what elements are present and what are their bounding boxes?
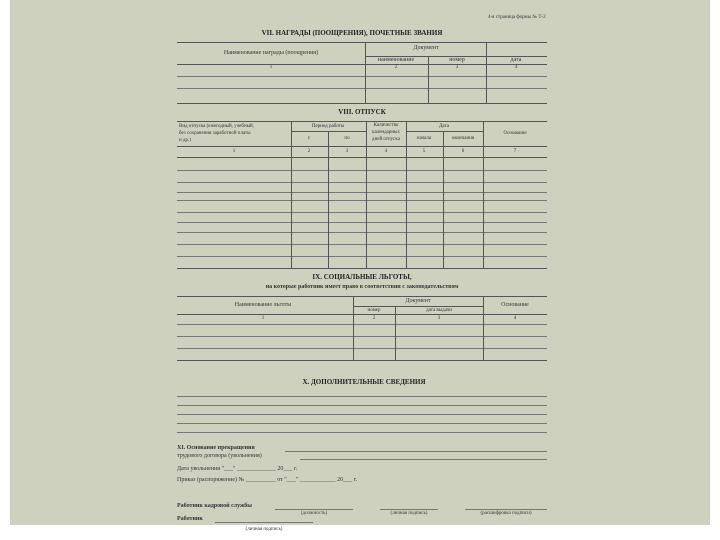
vacation-title: VIII. ОТПУСК — [338, 108, 386, 116]
vacation-col-type-3: и др.) — [179, 138, 191, 143]
awards-num-1: 1 — [269, 65, 273, 70]
benefits-col-doc: Документ — [405, 298, 431, 304]
vacation-num-1: 1 — [232, 149, 236, 154]
dismissal-date: Дата увольнения "___" _____________ 20___ г. — [177, 466, 298, 472]
vacation-num-7: 7 — [513, 149, 517, 154]
vacation-col-start: начала — [416, 136, 432, 141]
hr-name-line — [465, 509, 547, 510]
vacation-num-6: 6 — [461, 149, 465, 154]
dismissal-line1: трудового договора (увольнения) — [177, 453, 262, 459]
vacation-col-days-1: Количество — [373, 123, 399, 128]
awards-title: VII. НАГРАДЫ (ПООЩРЕНИЯ), ПОЧЕТНЫЕ ЗВАНИЯ — [261, 29, 443, 37]
awards-col-doc: Документ — [413, 45, 439, 51]
vacation-num-2: 2 — [307, 149, 311, 154]
hr-sub-name: (расшифровка подписи) — [480, 511, 532, 516]
benefits-subtitle: на которые работник имеет право в соответствии с законодательством — [265, 284, 459, 290]
benefits-col-name: Наименование льготы — [234, 302, 292, 308]
hr-position-line — [275, 509, 353, 510]
vacation-col-to: по — [344, 136, 350, 141]
vacation-num-5: 5 — [422, 149, 426, 154]
awards-num-4: 4 — [514, 65, 518, 70]
benefits-col-num: номер — [367, 308, 381, 313]
vacation-col-basis: Основание — [503, 131, 527, 136]
dismissal-line1-rule — [300, 459, 547, 460]
awards-col-name: Наименование награды (поощрения) — [223, 50, 319, 56]
vacation-num-4: 4 — [384, 149, 388, 154]
hr-sub-position: (должность) — [300, 511, 328, 516]
vacation-num-3: 3 — [345, 149, 349, 154]
dismissal-title: XI. Основание прекращения — [177, 445, 255, 451]
hr-sub-sign: (личная подпись) — [390, 511, 428, 516]
vacation-col-days-2: календарных — [372, 130, 400, 135]
vacation-col-from: с — [307, 136, 311, 141]
benefits-col-date: дата выдачи — [426, 308, 452, 313]
awards-col-doc-num: номер — [449, 57, 465, 63]
benefits-num-4: 4 — [513, 316, 517, 321]
benefits-col-basis: Основание — [501, 302, 529, 308]
vacation-col-type-2: без сохранения заработной платы — [179, 131, 251, 136]
form-page-note: 4-я страница формы № Т-2 — [488, 15, 546, 20]
worker-sub: (личная подпись) — [245, 527, 283, 532]
worker-label: Работник — [177, 516, 203, 522]
awards-col-doc-name: наименование — [377, 57, 415, 63]
benefits-title: IX. СОЦИАЛЬНЫЕ ЛЬГОТЫ, — [312, 273, 412, 281]
awards-num-2: 2 — [394, 65, 398, 70]
benefits-num-3: 3 — [437, 316, 441, 321]
dismissal-title-line — [285, 451, 547, 452]
awards-num-3: 3 — [455, 65, 459, 70]
vacation-col-period: Период работы — [311, 124, 345, 129]
hr-worker-label: Работник кадровой службы — [177, 503, 252, 509]
dismissal-order: Приказ (распоряжение) № __________ от "___" ____________ 20___ г. — [177, 477, 357, 483]
extra-title: X. ДОПОЛНИТЕЛЬНЫЕ СВЕДЕНИЯ — [302, 378, 426, 386]
awards-col-date: дата — [510, 57, 522, 63]
document-page — [10, 0, 710, 525]
vacation-col-type-1: Вид отпуска (ежегодный, учебный, — [179, 124, 254, 129]
hr-sign-line — [380, 509, 438, 510]
vacation-col-date: Дата — [439, 124, 449, 129]
benefits-num-2: 2 — [372, 316, 376, 321]
vacation-col-days-3: дней отпуска — [372, 137, 400, 142]
vacation-col-end: окончания — [451, 136, 475, 141]
worker-sign-line — [215, 522, 313, 523]
benefits-num-1: 1 — [261, 316, 265, 321]
